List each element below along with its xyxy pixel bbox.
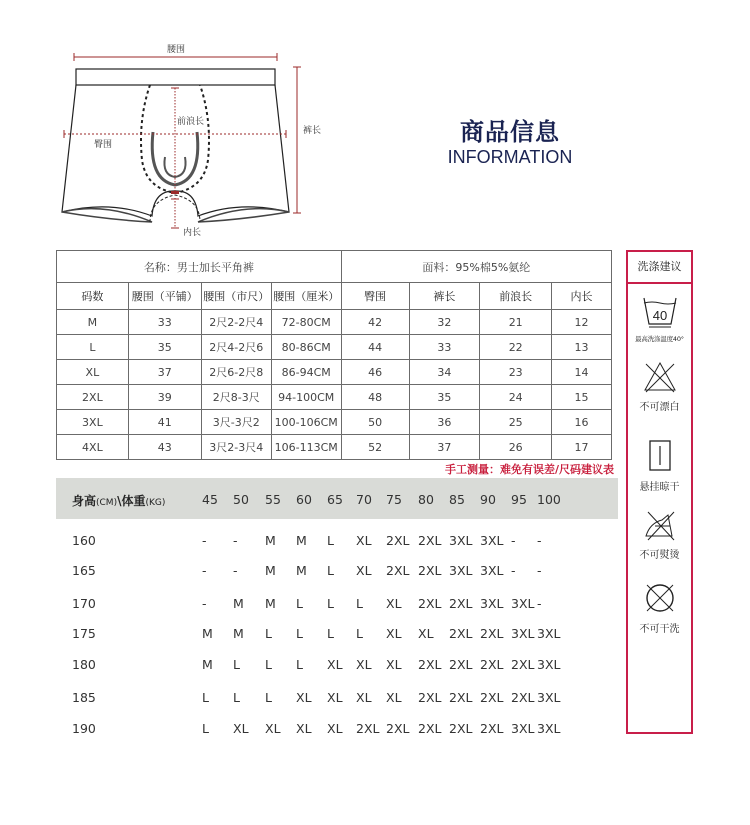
col-header: 腰围（厘米） xyxy=(271,283,341,310)
size-recommendation: L xyxy=(265,626,272,641)
product-material: 面料：95%棉5%氨纶 xyxy=(341,251,611,283)
size-recommendation: L xyxy=(265,690,272,705)
size-recommendation: XL xyxy=(265,721,281,736)
page-subtitle: INFORMATION xyxy=(447,147,573,167)
height-value: 170 xyxy=(72,596,96,611)
size-recommendation: 2XL xyxy=(511,690,535,705)
size-recommendation: 2XL xyxy=(480,657,504,672)
table-row xyxy=(57,435,612,460)
measurement-diagram xyxy=(50,30,350,240)
cell: 52 xyxy=(341,435,409,460)
cell: 16 xyxy=(552,410,612,435)
weight-unit: (KG) xyxy=(145,498,166,508)
size-recommendation: L xyxy=(296,626,303,641)
cell: 94-100CM xyxy=(271,385,341,410)
care-label: 悬挂晾干 xyxy=(639,482,680,493)
size-recommendation: L xyxy=(296,657,303,672)
cell: 13 xyxy=(552,335,612,360)
cell: 3尺-3尺2 xyxy=(201,410,271,435)
size-recommendation: 3XL xyxy=(480,596,504,611)
measurement-note: 手工测量：难免有误差/尺码建议表 xyxy=(444,463,614,476)
no-bleach-icon xyxy=(642,360,678,394)
cell: 3尺2-3尺4 xyxy=(201,435,271,460)
size-recommendation: XL xyxy=(327,657,343,672)
cell: 48 xyxy=(341,385,409,410)
cell: 12 xyxy=(552,310,612,335)
size-recommendation: XL xyxy=(386,657,402,672)
size-recommendation: 3XL xyxy=(480,563,504,578)
cell: 86-94CM xyxy=(271,360,341,385)
size-recommendation: 2XL xyxy=(386,721,410,736)
cell: 21 xyxy=(480,310,552,335)
wash-temp-badge: 40 xyxy=(652,308,667,323)
front-rise-label: 前浪长 xyxy=(177,117,205,127)
size-recommendation: 2XL xyxy=(480,690,504,705)
size-recommendation: 3XL xyxy=(511,721,535,736)
size-recommendation: M xyxy=(202,657,213,672)
cell: M xyxy=(57,310,129,335)
size-recommendation: 2XL xyxy=(418,690,442,705)
size-recommendation: - xyxy=(202,533,207,548)
cell: 39 xyxy=(128,385,201,410)
cell: 3XL xyxy=(57,410,129,435)
cell: 35 xyxy=(128,335,201,360)
table-row xyxy=(57,335,612,360)
cell: 41 xyxy=(128,410,201,435)
size-recommendation: M xyxy=(296,563,307,578)
weight-header: 60 xyxy=(296,492,312,507)
size-recommendation: - xyxy=(537,533,542,548)
size-recommendation: M xyxy=(265,533,276,548)
size-recommendation: L xyxy=(327,533,334,548)
size-recommendation: 3XL xyxy=(449,563,473,578)
weight-header: 80 xyxy=(418,492,434,507)
height-value: 190 xyxy=(72,721,96,736)
cell: 33 xyxy=(409,335,480,360)
weight-header: 75 xyxy=(386,492,402,507)
care-label: 不可漂白 xyxy=(639,402,680,413)
size-recommendation: - xyxy=(537,596,542,611)
size-recommendation: - xyxy=(233,533,238,548)
weight-header: 100 xyxy=(537,492,561,507)
size-recommendation: 2XL xyxy=(480,626,504,641)
size-recommendation: L xyxy=(202,721,209,736)
size-recommendation: 3XL xyxy=(537,626,561,641)
size-recommendation: 2XL xyxy=(449,596,473,611)
size-recommendation: - xyxy=(233,563,238,578)
size-recommendation: 2XL xyxy=(418,533,442,548)
weight-header: 85 xyxy=(449,492,465,507)
cell: 24 xyxy=(480,385,552,410)
care-item-no-iron xyxy=(628,508,691,561)
hang-dry-icon xyxy=(645,438,675,474)
size-recommendation: XL xyxy=(356,690,372,705)
col-header: 腰围（市尺） xyxy=(201,283,271,310)
care-item-wash xyxy=(628,294,691,343)
axis-separator: \ xyxy=(117,494,122,508)
size-recommendation: 2XL xyxy=(511,657,535,672)
size-recommendation: XL xyxy=(327,690,343,705)
care-item-no-bleach xyxy=(628,360,691,413)
care-item-hang-dry xyxy=(628,438,691,493)
size-recommendation: L xyxy=(356,626,363,641)
size-recommendation: L xyxy=(327,626,334,641)
col-header: 码数 xyxy=(57,283,129,310)
height-value: 160 xyxy=(72,533,96,548)
cell: 4XL xyxy=(57,435,129,460)
height-value: 180 xyxy=(72,657,96,672)
table-row xyxy=(57,360,612,385)
size-recommendation: L xyxy=(233,657,240,672)
cell: 106-113CM xyxy=(271,435,341,460)
size-recommendation: XL xyxy=(386,626,402,641)
no-dry-clean-icon xyxy=(642,580,678,616)
cell: 36 xyxy=(409,410,480,435)
care-label: 不可干洗 xyxy=(639,624,680,635)
cell: 2尺4-2尺6 xyxy=(201,335,271,360)
care-item-no-dry-clean xyxy=(628,580,691,635)
size-recommendation: M xyxy=(202,626,213,641)
cell: 26 xyxy=(480,435,552,460)
cell: 37 xyxy=(409,435,480,460)
col-header: 腰围（平铺） xyxy=(128,283,201,310)
size-recommendation: 2XL xyxy=(386,563,410,578)
length-label: 裤长 xyxy=(303,126,322,136)
care-title: 洗涤建议 xyxy=(628,252,691,284)
size-recommendation: L xyxy=(327,563,334,578)
cell: 17 xyxy=(552,435,612,460)
height-value: 175 xyxy=(72,626,96,641)
weight-header: 70 xyxy=(356,492,372,507)
cell: 43 xyxy=(128,435,201,460)
size-recommendation: L xyxy=(296,596,303,611)
cell: 14 xyxy=(552,360,612,385)
size-recommendation: XL xyxy=(356,533,372,548)
cell: 34 xyxy=(409,360,480,385)
weight-header: 50 xyxy=(233,492,249,507)
no-iron-icon xyxy=(642,508,678,542)
product-name: 名称：男士加长平角裤 xyxy=(57,251,342,283)
size-recommendation: 2XL xyxy=(418,721,442,736)
cell: 2尺6-2尺8 xyxy=(201,360,271,385)
page-title: 商品信息 xyxy=(460,118,560,146)
height-unit: (CM) xyxy=(96,498,118,508)
size-recommendation: M xyxy=(265,596,276,611)
size-recommendation: M xyxy=(296,533,307,548)
cell: 15 xyxy=(552,385,612,410)
weight-header: 95 xyxy=(511,492,527,507)
size-recommendation: - xyxy=(537,563,542,578)
hip-label: 臀围 xyxy=(94,140,113,150)
cell: 23 xyxy=(480,360,552,385)
size-recommendation: 3XL xyxy=(480,533,504,548)
cell: 50 xyxy=(341,410,409,435)
size-recommendation: 3XL xyxy=(537,721,561,736)
weight-label: 体重 xyxy=(121,494,146,508)
weight-header: 55 xyxy=(265,492,281,507)
weight-header: 90 xyxy=(480,492,496,507)
size-recommendation: 2XL xyxy=(418,596,442,611)
weight-header: 65 xyxy=(327,492,343,507)
table-row xyxy=(57,310,612,335)
size-recommendation: 2XL xyxy=(386,533,410,548)
cell: 33 xyxy=(128,310,201,335)
size-table xyxy=(56,250,612,460)
size-recommendation: 3XL xyxy=(511,626,535,641)
cell: 44 xyxy=(341,335,409,360)
size-recommendation: 2XL xyxy=(480,721,504,736)
size-recommendation: XL xyxy=(327,721,343,736)
cell: 37 xyxy=(128,360,201,385)
size-recommendation: 2XL xyxy=(418,563,442,578)
size-recommendation: 2XL xyxy=(449,626,473,641)
size-recommendation: M xyxy=(265,563,276,578)
size-recommendation: - xyxy=(511,563,516,578)
waist-label: 腰围 xyxy=(167,45,186,55)
size-recommendation: XL xyxy=(386,690,402,705)
weight-header: 45 xyxy=(202,492,218,507)
size-recommendation: 3XL xyxy=(537,690,561,705)
size-recommendation: XL xyxy=(386,596,402,611)
cell: 42 xyxy=(341,310,409,335)
size-recommendation: 2XL xyxy=(449,690,473,705)
size-recommendation: 2XL xyxy=(418,657,442,672)
size-recommendation: XL xyxy=(296,690,312,705)
size-recommendation: M xyxy=(233,626,244,641)
cell: 35 xyxy=(409,385,480,410)
size-recommendation: - xyxy=(202,563,207,578)
size-recommendation: - xyxy=(511,533,516,548)
height-label: 身高 xyxy=(72,494,97,508)
size-recommendation: XL xyxy=(296,721,312,736)
table-row xyxy=(57,385,612,410)
size-recommendation: XL xyxy=(233,721,249,736)
size-recommendation: XL xyxy=(356,563,372,578)
care-instructions-panel xyxy=(626,250,693,734)
size-recommendation: 2XL xyxy=(449,657,473,672)
col-header: 裤长 xyxy=(409,283,480,310)
col-header: 内长 xyxy=(552,283,612,310)
cell: 25 xyxy=(480,410,552,435)
wash-40-icon xyxy=(640,294,680,330)
cell: 32 xyxy=(409,310,480,335)
height-value: 165 xyxy=(72,563,96,578)
cell: 2尺8-3尺 xyxy=(201,385,271,410)
product-info-row xyxy=(57,251,612,283)
size-recommendation: - xyxy=(202,596,207,611)
height-value: 185 xyxy=(72,690,96,705)
cell: 72-80CM xyxy=(271,310,341,335)
size-recommendation: XL xyxy=(356,657,372,672)
size-recommendation: L xyxy=(202,690,209,705)
size-recommendation: 3XL xyxy=(449,533,473,548)
cell: 2XL xyxy=(57,385,129,410)
cell: 100-106CM xyxy=(271,410,341,435)
inseam-label: 内长 xyxy=(183,228,202,238)
col-header: 臀围 xyxy=(341,283,409,310)
recommendation-axis-label xyxy=(72,492,165,509)
size-recommendation: 2XL xyxy=(356,721,380,736)
cell: 80-86CM xyxy=(271,335,341,360)
size-recommendation: L xyxy=(356,596,363,611)
size-recommendation: L xyxy=(233,690,240,705)
size-recommendation: XL xyxy=(418,626,434,641)
table-row xyxy=(57,410,612,435)
size-recommendation: M xyxy=(233,596,244,611)
col-header: 前浪长 xyxy=(480,283,552,310)
size-recommendation: 3XL xyxy=(537,657,561,672)
table-header-row xyxy=(57,283,612,310)
cell: XL xyxy=(57,360,129,385)
cell: 2尺2-2尺4 xyxy=(201,310,271,335)
cell: L xyxy=(57,335,129,360)
cell: 46 xyxy=(341,360,409,385)
size-recommendation: 3XL xyxy=(511,596,535,611)
cell: 22 xyxy=(480,335,552,360)
size-recommendation: L xyxy=(327,596,334,611)
care-label: 不可熨烫 xyxy=(639,550,680,561)
size-recommendation: 2XL xyxy=(449,721,473,736)
care-label: 最高洗涤温度40° xyxy=(635,335,684,343)
size-recommendation: L xyxy=(265,657,272,672)
